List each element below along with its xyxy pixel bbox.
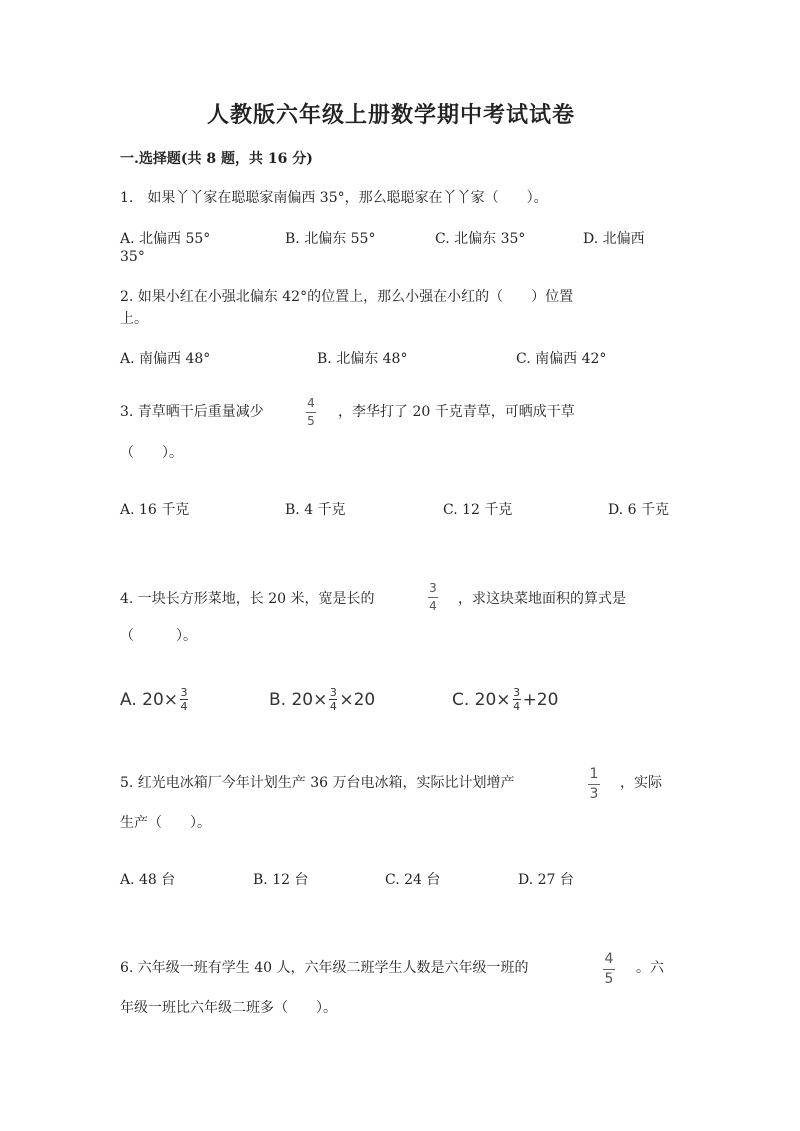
fraction-numerator: 4	[307, 396, 315, 410]
question-5-text-before: 5. 红光电冰箱厂今年计划生产 36 万台电冰箱，实际比计划增产	[120, 775, 515, 791]
math-option-prefix: C. 20×	[452, 689, 511, 710]
question-4-option-a	[120, 687, 190, 712]
fraction-numerator: 3	[180, 686, 188, 699]
question-5-option-a: A. 48 台	[120, 872, 176, 888]
question-5-fraction	[588, 767, 600, 802]
question-3-text-line-2: （ ）。	[120, 445, 183, 461]
question-6-text-line-2: 年级一班比六年级二班多（ ）。	[120, 1000, 337, 1016]
question-1-option-c: C. 北偏东 35°	[435, 231, 526, 247]
math-option-fraction	[329, 687, 337, 712]
math-option-fraction	[513, 687, 521, 712]
question-5-option-c: C. 24 台	[385, 872, 441, 888]
question-1-option-a: A. 北偏西 55°	[120, 231, 211, 247]
question-5-text-after: ，实际	[620, 775, 662, 791]
math-option-prefix: A. 20×	[120, 689, 179, 710]
section-heading: 一.选择题(共 8 题，共 16 分)	[120, 151, 313, 167]
question-5-text-line-2: 生产（ ）。	[120, 815, 211, 831]
question-1-option-b: B. 北偏东 55°	[285, 231, 376, 247]
question-5-option-b: B. 12 台	[253, 872, 309, 888]
fraction-bar	[603, 969, 615, 970]
question-5-option-d: D. 27 台	[518, 872, 574, 888]
fraction-bar	[306, 412, 316, 413]
fraction-denominator: 5	[307, 414, 315, 428]
question-2-option-a: A. 南偏西 48°	[120, 351, 211, 367]
fraction-numerator: 3	[513, 686, 521, 699]
question-4-option-c	[452, 687, 558, 712]
fraction-numerator: 3	[329, 686, 337, 699]
question-3-text-after: ，李华打了 20 千克青草，可晒成干草	[338, 404, 575, 420]
question-6-text-before: 6. 六年级一班有学生 40 人，六年级二班学生人数是六年级一班的	[120, 960, 529, 976]
math-option-fraction	[180, 687, 188, 712]
question-1-option-d-wrap: 35°	[120, 249, 145, 265]
question-2-text-line-1: 2. 如果小红在小强北偏东 42°的位置上，那么小强在小红的（ ）位置	[120, 289, 574, 305]
question-4-option-b	[269, 687, 375, 712]
fraction-denominator: 4	[513, 700, 521, 713]
question-3-option-d: D. 6 千克	[608, 502, 669, 518]
fraction-bar	[588, 784, 600, 785]
question-1-text: 1. 如果丫丫家在聪聪家南偏西 35°，那么聪聪家在丫丫家（ ）。	[120, 190, 548, 206]
question-1-option-d: D. 北偏西	[583, 231, 645, 247]
question-4-text-after: ，求这块菜地面积的算式是	[458, 591, 626, 607]
question-3-fraction	[306, 397, 316, 428]
fraction-denominator: 4	[180, 700, 188, 713]
question-4-fraction	[428, 582, 438, 613]
question-6-text-after: 。六	[636, 960, 664, 976]
question-4-text-before: 4. 一块长方形菜地，长 20 米，宽是长的	[120, 591, 375, 607]
fraction-denominator: 4	[429, 599, 437, 613]
page-title: 人教版六年级上册数学期中考试试卷	[207, 102, 576, 128]
question-6-fraction	[603, 952, 615, 987]
question-4-text-line-2: （ ）。	[120, 628, 197, 644]
question-2-text-line-2: 上。	[120, 311, 148, 327]
question-3-option-a: A. 16 千克	[120, 502, 190, 518]
fraction-numerator: 1	[589, 766, 599, 782]
math-option-suffix: +20	[522, 689, 559, 710]
question-3-option-c: C. 12 千克	[443, 502, 513, 518]
fraction-denominator: 5	[604, 971, 614, 987]
math-option-suffix: ×20	[339, 689, 376, 710]
fraction-denominator: 4	[329, 700, 337, 713]
math-option-prefix: B. 20×	[269, 689, 328, 710]
fraction-numerator: 3	[429, 581, 437, 595]
fraction-bar	[428, 597, 438, 598]
question-3-option-b: B. 4 千克	[285, 502, 346, 518]
fraction-numerator: 4	[604, 951, 614, 967]
question-3-text-before: 3. 青草晒干后重量减少	[120, 404, 264, 420]
fraction-denominator: 3	[589, 786, 599, 802]
question-2-option-b: B. 北偏东 48°	[317, 351, 408, 367]
question-2-option-c: C. 南偏西 42°	[516, 351, 607, 367]
